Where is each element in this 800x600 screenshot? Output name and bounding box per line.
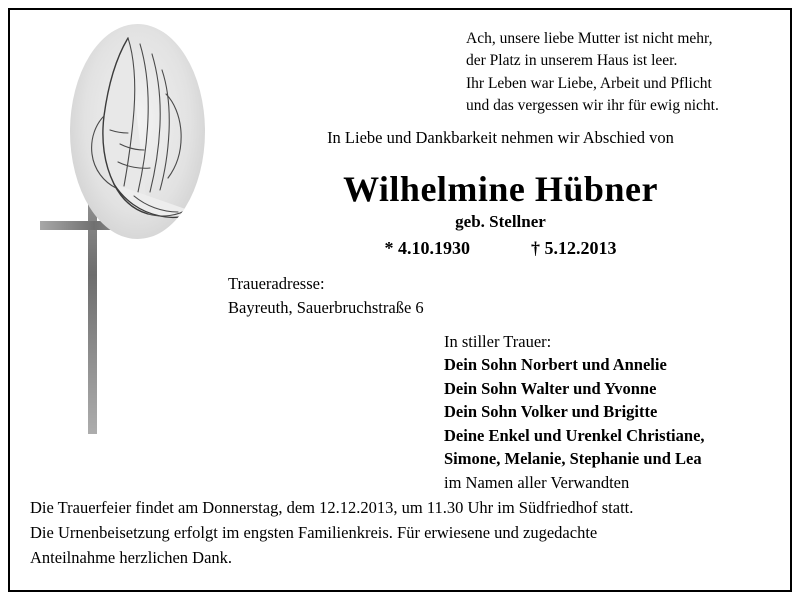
closing-line: Die Urnenbeisetzung erfolgt im engsten Familienkreis. Für erwiesene und zugedachte	[30, 522, 598, 542]
mourning-address	[228, 272, 628, 320]
address-value: Bayreuth, Sauerbruchstraße 6	[228, 297, 424, 317]
mourner-line: Dein Sohn Volker und Brigitte	[444, 402, 658, 422]
mourners-block	[444, 330, 789, 494]
address-label: Traueradresse:	[228, 274, 325, 293]
intro-text: In Liebe und Dankbarkeit nehmen wir Abschied von	[327, 128, 674, 147]
mourner-line: Simone, Melanie, Stephanie und Lea	[444, 449, 702, 469]
mourners-heading: In stiller Trauer:	[444, 332, 552, 351]
deceased-name: Wilhelmine Hübner	[343, 169, 658, 209]
closing-line: Die Trauerfeier findet am Donnerstag, dem 12.12.2013, um 11.30 Uhr im Südfriedhof statt.	[30, 498, 634, 517]
poem-line: der Platz in unserem Haus ist leer.	[466, 52, 678, 70]
poem-line: und das vergessen wir ihr für ewig nicht.	[466, 97, 719, 115]
mourner-line: Deine Enkel und Urenkel Christiane,	[444, 425, 705, 445]
maiden-name: geb. Stellner	[455, 212, 546, 231]
life-dates	[228, 238, 773, 259]
death-date: † 5.12.2013	[531, 238, 617, 258]
mourners-footer: im Namen aller Verwandten	[444, 472, 630, 492]
funeral-details	[30, 496, 772, 570]
poem-line: Ach, unsere liebe Mutter ist nicht mehr,	[466, 30, 713, 47]
closing-line: Anteilnahme herzlichen Dank.	[30, 547, 233, 567]
mourner-line: Dein Sohn Walter und Yvonne	[444, 378, 657, 398]
memorial-artwork	[30, 24, 215, 444]
praying-hands-icon	[70, 24, 205, 239]
poem-line: Ihr Leben war Liebe, Arbeit und Pflicht	[466, 74, 712, 92]
birth-date: * 4.10.1930	[384, 238, 470, 258]
mourner-line: Dein Sohn Norbert und Annelie	[444, 355, 667, 375]
poem-block	[466, 28, 786, 118]
